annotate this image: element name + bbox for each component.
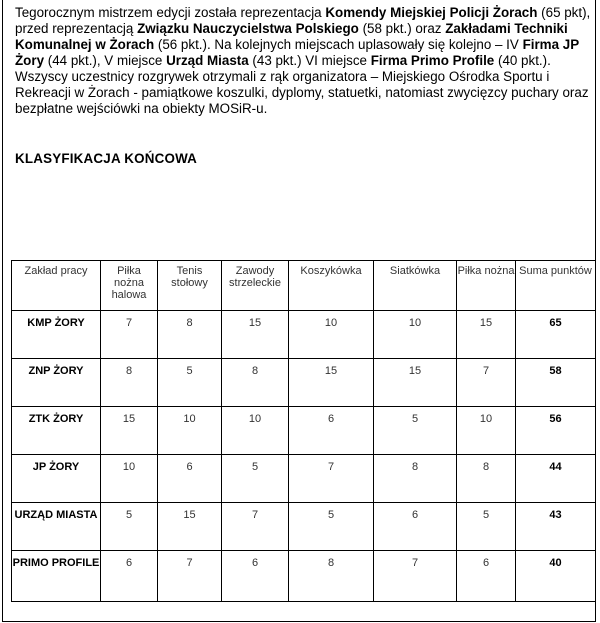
team-ztk-name: Zakładami Techniki Komunalnej w Żorach [15, 21, 568, 52]
cell-score: 15 [158, 503, 222, 551]
cell-score: 15 [101, 407, 158, 455]
intro-paragraph-2: Wszyscy uczestnicy rozgrywek otrzymali z rąk organizatora – Miejskiego Ośrodka Sportu i Rekreacji w Żorach - pamiątkowe koszulki, dyplomy, statuetki, natomiast zwycięzcy puchary oraz bezpłatne wejściówki na obiekty MOSiR-u. [15, 69, 589, 116]
section-heading: KLASYFIKACJA KOŃCOWA [15, 151, 198, 166]
cell-score: 10 [222, 407, 289, 455]
header-football: Piłka nożna [457, 261, 516, 311]
header-total: Suma punktów [516, 261, 596, 311]
cell-score: 5 [101, 503, 158, 551]
cell-score: 8 [222, 359, 289, 407]
cell-score: 7 [158, 551, 222, 602]
team-znp-name: Związku Nauczycielstwa Polskiego [137, 21, 359, 36]
intro-text-2: (65 pkt), przed reprezentacją [15, 5, 591, 36]
cell-total: 43 [516, 503, 596, 551]
cell-score: 15 [457, 311, 516, 359]
cell-score: 15 [289, 359, 374, 407]
cell-score: 8 [101, 359, 158, 407]
table-row [12, 311, 596, 359]
header-basketball: Koszykówka [289, 261, 374, 311]
cell-team: JP ŻORY [12, 455, 101, 503]
intro-text-4: (56 pkt.). Na kolejnych miejscach uplasowały się kolejno – IV [154, 37, 523, 52]
cell-total: 44 [516, 455, 596, 503]
intro-text-5: (44 pkt.), V miejsce [44, 53, 167, 68]
cell-score: 7 [457, 359, 516, 407]
cell-score: 10 [374, 311, 457, 359]
header-volleyball: Siatkówka [374, 261, 457, 311]
team-kmp-name: Komendy Miejskiej Policji Żorach [325, 5, 538, 20]
cell-score: 15 [374, 359, 457, 407]
team-um-name: Urząd Miasta [166, 53, 249, 68]
intro-text-3: (58 pkt.) oraz [358, 21, 446, 36]
header-futsal: Piłka nożna halowa [101, 261, 158, 311]
cell-score: 7 [374, 551, 457, 602]
cell-score: 6 [222, 551, 289, 602]
intro-text-7: (40 pkt.). [494, 53, 551, 68]
cell-score: 5 [158, 359, 222, 407]
cell-score: 6 [457, 551, 516, 602]
cell-score: 6 [101, 551, 158, 602]
cell-score: 7 [101, 311, 158, 359]
cell-score: 5 [457, 503, 516, 551]
cell-score: 10 [158, 407, 222, 455]
table-header-row [12, 261, 596, 311]
cell-score: 6 [374, 503, 457, 551]
header-shooting: Zawody strzeleckie [222, 261, 289, 311]
cell-total: 58 [516, 359, 596, 407]
cell-score: 10 [289, 311, 374, 359]
header-table-tennis: Tenis stołowy [158, 261, 222, 311]
header-company: Zakład pracy [12, 261, 101, 311]
intro-text-1: Tegorocznym mistrzem edycji została reprezentacja [15, 5, 326, 20]
cell-score: 8 [158, 311, 222, 359]
cell-total: 65 [516, 311, 596, 359]
document-page [2, 0, 596, 622]
cell-score: 7 [289, 455, 374, 503]
cell-score: 5 [289, 503, 374, 551]
table-row [12, 551, 596, 602]
table-row [12, 455, 596, 503]
team-jp-name: Firma JP Żory [15, 37, 579, 68]
cell-score: 7 [222, 503, 289, 551]
table-row [12, 359, 596, 407]
cell-score: 8 [374, 455, 457, 503]
intro-text-6: (43 pkt.) VI miejsce [248, 53, 371, 68]
cell-team: KMP ŻORY [12, 311, 101, 359]
cell-score: 10 [457, 407, 516, 455]
team-primo-name: Firma Primo Profile [370, 53, 495, 68]
table-row [12, 503, 596, 551]
cell-team: ZNP ŻORY [12, 359, 101, 407]
classification-table [11, 260, 596, 602]
cell-score: 10 [101, 455, 158, 503]
table-row [12, 407, 596, 455]
cell-total: 56 [516, 407, 596, 455]
cell-team: PRIMO PROFILE [12, 551, 101, 602]
cell-score: 8 [457, 455, 516, 503]
cell-score: 15 [222, 311, 289, 359]
cell-score: 6 [158, 455, 222, 503]
intro-text [15, 5, 595, 117]
cell-score: 5 [374, 407, 457, 455]
cell-score: 8 [289, 551, 374, 602]
cell-score: 6 [289, 407, 374, 455]
cell-total: 40 [516, 551, 596, 602]
cell-score: 5 [222, 455, 289, 503]
cell-team: URZĄD MIASTA [12, 503, 101, 551]
cell-team: ZTK ŻORY [12, 407, 101, 455]
